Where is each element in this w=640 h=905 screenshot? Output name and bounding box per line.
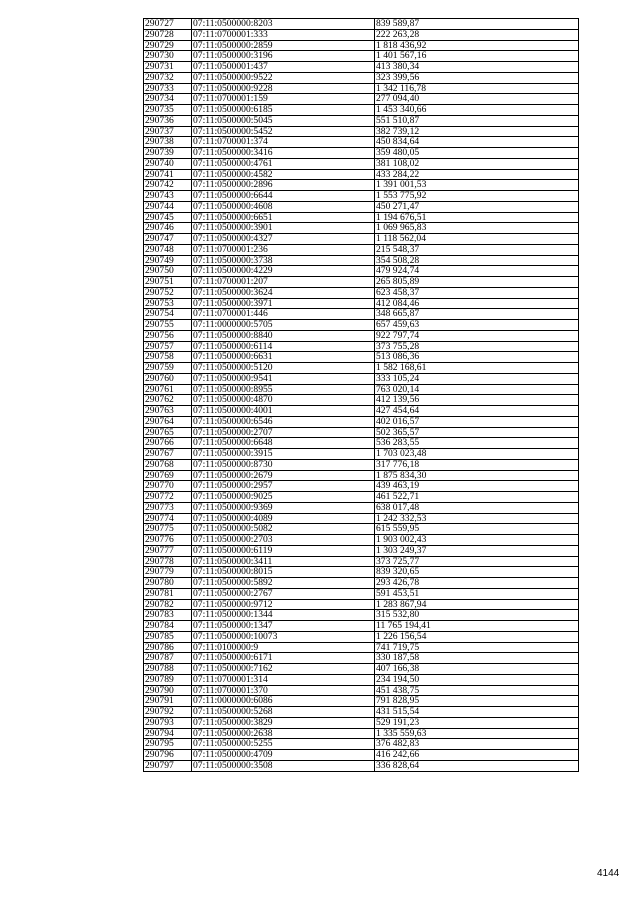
row-number-cell: 290769 [144, 470, 192, 481]
table-row [144, 631, 579, 642]
cadastral-value-cell: 373 755,28 [375, 341, 579, 352]
row-number-cell: 290797 [144, 760, 192, 771]
table-row [144, 62, 579, 73]
row-number-cell: 290736 [144, 115, 192, 126]
cadastral-number-cell: 07:11:0500000:6546 [192, 416, 375, 427]
row-number-cell: 290764 [144, 416, 192, 427]
cadastral-number-cell: 07:11:0500000:2767 [192, 588, 375, 599]
cadastral-value-cell: 1 226 156,54 [375, 631, 579, 642]
cadastral-number-cell: 07:11:0500000:3416 [192, 148, 375, 159]
cadastral-value-cell: 1 342 116,78 [375, 83, 579, 94]
cadastral-value-cell: 1 903 002,43 [375, 535, 579, 546]
row-number-cell: 290739 [144, 148, 192, 159]
cadastral-number-cell: 07:11:0500000:4608 [192, 201, 375, 212]
cadastral-number-cell: 07:11:0500000:3738 [192, 255, 375, 266]
row-number-cell: 290759 [144, 363, 192, 374]
cadastral-number-cell: 07:11:0500000:5255 [192, 739, 375, 750]
row-number-cell: 290757 [144, 341, 192, 352]
cadastral-value-cell: 234 194,50 [375, 674, 579, 685]
row-number-cell: 290767 [144, 449, 192, 460]
cadastral-value-table [143, 18, 579, 772]
table-row [144, 653, 579, 664]
row-number-cell: 290748 [144, 244, 192, 255]
row-number-cell: 290742 [144, 180, 192, 191]
table-row [144, 223, 579, 234]
cadastral-value-cell: 381 108,02 [375, 158, 579, 169]
table-row [144, 728, 579, 739]
cadastral-number-cell: 07:11:0500000:8840 [192, 330, 375, 341]
table-row [144, 373, 579, 384]
table-row [144, 180, 579, 191]
table-row [144, 545, 579, 556]
cadastral-value-cell: 1 582 168,61 [375, 363, 579, 374]
cadastral-number-cell: 07:11:0500000:3901 [192, 223, 375, 234]
row-number-cell: 290747 [144, 234, 192, 245]
cadastral-number-cell: 07:11:0500000:3624 [192, 287, 375, 298]
cadastral-number-cell: 07:11:0500000:6185 [192, 105, 375, 116]
row-number-cell: 290731 [144, 62, 192, 73]
cadastral-number-cell: 07:11:0500000:5082 [192, 524, 375, 535]
cadastral-value-cell: 657 459,63 [375, 320, 579, 331]
table-row [144, 384, 579, 395]
row-number-cell: 290737 [144, 126, 192, 137]
cadastral-number-cell: 07:11:0500000:5045 [192, 115, 375, 126]
cadastral-number-cell: 07:11:0500000:3508 [192, 760, 375, 771]
row-number-cell: 290740 [144, 158, 192, 169]
row-number-cell: 290770 [144, 481, 192, 492]
table-row [144, 287, 579, 298]
row-number-cell: 290766 [144, 438, 192, 449]
cadastral-value-cell: 529 191,23 [375, 717, 579, 728]
row-number-cell: 290741 [144, 169, 192, 180]
cadastral-number-cell: 07:11:0500000:3915 [192, 449, 375, 460]
cadastral-value-cell: 536 283,55 [375, 438, 579, 449]
cadastral-number-cell: 07:11:0500000:2703 [192, 535, 375, 546]
row-number-cell: 290781 [144, 588, 192, 599]
table-row [144, 255, 579, 266]
table-row [144, 524, 579, 535]
row-number-cell: 290751 [144, 277, 192, 288]
table-row [144, 717, 579, 728]
table-row [144, 588, 579, 599]
row-number-cell: 290786 [144, 642, 192, 653]
cadastral-value-cell: 638 017,48 [375, 502, 579, 513]
cadastral-value-cell: 427 454,64 [375, 406, 579, 417]
row-number-cell: 290743 [144, 191, 192, 202]
cadastral-number-cell: 07:11:0500000:4582 [192, 169, 375, 180]
cadastral-number-cell: 07:11:0700001:333 [192, 29, 375, 40]
table-row [144, 148, 579, 159]
cadastral-value-cell: 791 828,95 [375, 696, 579, 707]
cadastral-value-cell: 348 665,87 [375, 309, 579, 320]
cadastral-number-cell: 07:11:0500000:2707 [192, 427, 375, 438]
cadastral-value-cell: 513 086,36 [375, 352, 579, 363]
cadastral-value-cell: 1 391 001,53 [375, 180, 579, 191]
table-row [144, 438, 579, 449]
cadastral-number-cell: 07:11:0700001:236 [192, 244, 375, 255]
cadastral-value-cell: 413 380,34 [375, 62, 579, 73]
cadastral-number-cell: 07:11:0500000:4327 [192, 234, 375, 245]
cadastral-number-cell: 07:11:0500000:6171 [192, 653, 375, 664]
cadastral-number-cell: 07:11:0500000:5120 [192, 363, 375, 374]
cadastral-number-cell: 07:11:0500000:8015 [192, 567, 375, 578]
cadastral-number-cell: 07:11:0500000:6648 [192, 438, 375, 449]
table-row [144, 621, 579, 632]
cadastral-value-cell: 1 453 340,66 [375, 105, 579, 116]
cadastral-value-cell: 317 776,18 [375, 459, 579, 470]
cadastral-value-cell: 354 508,28 [375, 255, 579, 266]
cadastral-value-cell: 591 453,51 [375, 588, 579, 599]
table-row [144, 137, 579, 148]
cadastral-value-cell: 922 797,74 [375, 330, 579, 341]
cadastral-value-cell: 359 480,05 [375, 148, 579, 159]
table-row [144, 567, 579, 578]
cadastral-value-cell: 1 401 567,16 [375, 51, 579, 62]
table-row [144, 750, 579, 761]
cadastral-number-cell: 07:11:0500000:5268 [192, 707, 375, 718]
cadastral-number-cell: 07:11:0500000:6114 [192, 341, 375, 352]
cadastral-number-cell: 07:11:0500000:4709 [192, 750, 375, 761]
row-number-cell: 290765 [144, 427, 192, 438]
cadastral-number-cell: 07:11:0500000:9522 [192, 72, 375, 83]
table-row [144, 459, 579, 470]
row-number-cell: 290796 [144, 750, 192, 761]
row-number-cell: 290758 [144, 352, 192, 363]
row-number-cell: 290780 [144, 578, 192, 589]
cadastral-value-cell: 615 559,95 [375, 524, 579, 535]
cadastral-number-cell: 07:11:0700001:207 [192, 277, 375, 288]
table-row [144, 664, 579, 675]
row-number-cell: 290793 [144, 717, 192, 728]
table-row [144, 739, 579, 750]
table-row [144, 642, 579, 653]
table-body [144, 19, 579, 772]
table-row [144, 492, 579, 503]
row-number-cell: 290795 [144, 739, 192, 750]
cadastral-number-cell: 07:11:0500000:2957 [192, 481, 375, 492]
cadastral-value-cell: 330 187,58 [375, 653, 579, 664]
cadastral-value-cell: 479 924,74 [375, 266, 579, 277]
cadastral-value-cell: 215 548,37 [375, 244, 579, 255]
row-number-cell: 290788 [144, 664, 192, 675]
cadastral-value-cell: 1 194 676,51 [375, 212, 579, 223]
table-row [144, 40, 579, 51]
table-row [144, 201, 579, 212]
table-row [144, 298, 579, 309]
cadastral-value-cell: 416 242,66 [375, 750, 579, 761]
table-row [144, 685, 579, 696]
cadastral-number-cell: 07:11:0500001:437 [192, 62, 375, 73]
table-row [144, 309, 579, 320]
cadastral-value-cell: 323 399,56 [375, 72, 579, 83]
cadastral-value-cell: 293 426,78 [375, 578, 579, 589]
row-number-cell: 290794 [144, 728, 192, 739]
cadastral-number-cell: 07:11:0500000:8955 [192, 384, 375, 395]
cadastral-number-cell: 07:11:0500000:3829 [192, 717, 375, 728]
table-row [144, 277, 579, 288]
row-number-cell: 290760 [144, 373, 192, 384]
table-row [144, 535, 579, 546]
cadastral-value-cell: 839 320,65 [375, 567, 579, 578]
table-row [144, 696, 579, 707]
cadastral-number-cell: 07:11:0500000:7162 [192, 664, 375, 675]
row-number-cell: 290754 [144, 309, 192, 320]
table-row [144, 406, 579, 417]
cadastral-value-cell: 623 458,37 [375, 287, 579, 298]
cadastral-number-cell: 07:11:0500000:9025 [192, 492, 375, 503]
cadastral-number-cell: 07:11:0500000:4001 [192, 406, 375, 417]
table-row [144, 105, 579, 116]
row-number-cell: 290791 [144, 696, 192, 707]
cadastral-number-cell: 07:11:0500000:9369 [192, 502, 375, 513]
table-row [144, 320, 579, 331]
row-number-cell: 290773 [144, 502, 192, 513]
cadastral-number-cell: 07:11:0500000:4229 [192, 266, 375, 277]
row-number-cell: 290776 [144, 535, 192, 546]
cadastral-number-cell: 07:11:0500000:4761 [192, 158, 375, 169]
cadastral-value-cell: 741 719,75 [375, 642, 579, 653]
cadastral-value-cell: 502 365,57 [375, 427, 579, 438]
cadastral-number-cell: 07:11:0500000:6119 [192, 545, 375, 556]
row-number-cell: 290763 [144, 406, 192, 417]
cadastral-number-cell: 07:11:0500000:5892 [192, 578, 375, 589]
row-number-cell: 290785 [144, 631, 192, 642]
table-row [144, 244, 579, 255]
row-number-cell: 290746 [144, 223, 192, 234]
row-number-cell: 290729 [144, 40, 192, 51]
cadastral-value-cell: 431 515,54 [375, 707, 579, 718]
table-row [144, 115, 579, 126]
row-number-cell: 290755 [144, 320, 192, 331]
cadastral-value-cell: 402 016,57 [375, 416, 579, 427]
table-row [144, 29, 579, 40]
row-number-cell: 290750 [144, 266, 192, 277]
cadastral-number-cell: 07:11:0500000:9541 [192, 373, 375, 384]
table-row [144, 502, 579, 513]
cadastral-value-cell: 461 522,71 [375, 492, 579, 503]
table-row [144, 169, 579, 180]
row-number-cell: 290738 [144, 137, 192, 148]
cadastral-value-cell: 277 094,40 [375, 94, 579, 105]
cadastral-value-cell: 265 805,89 [375, 277, 579, 288]
cadastral-value-cell: 412 139,56 [375, 395, 579, 406]
page-number: 4144 [597, 868, 620, 879]
cadastral-value-cell: 222 263,28 [375, 29, 579, 40]
cadastral-number-cell: 07:11:0500000:3971 [192, 298, 375, 309]
table-row [144, 513, 579, 524]
table-row [144, 352, 579, 363]
cadastral-number-cell: 07:11:0500000:3196 [192, 51, 375, 62]
row-number-cell: 290734 [144, 94, 192, 105]
cadastral-number-cell: 07:11:0700001:374 [192, 137, 375, 148]
cadastral-number-cell: 07:11:0500000:2679 [192, 470, 375, 481]
cadastral-value-cell: 11 765 194,41 [375, 621, 579, 632]
table-row [144, 266, 579, 277]
table-row [144, 707, 579, 718]
row-number-cell: 290727 [144, 19, 192, 30]
cadastral-number-cell: 07:11:0500000:2896 [192, 180, 375, 191]
table-row [144, 234, 579, 245]
row-number-cell: 290735 [144, 105, 192, 116]
cadastral-number-cell: 07:11:0500000:1347 [192, 621, 375, 632]
cadastral-value-cell: 373 725,77 [375, 556, 579, 567]
cadastral-value-cell: 1 875 834,30 [375, 470, 579, 481]
cadastral-number-cell: 07:11:0500000:3411 [192, 556, 375, 567]
row-number-cell: 290730 [144, 51, 192, 62]
row-number-cell: 290774 [144, 513, 192, 524]
table-row [144, 481, 579, 492]
row-number-cell: 290761 [144, 384, 192, 395]
table-row [144, 610, 579, 621]
cadastral-value-cell: 1 818 436,92 [375, 40, 579, 51]
row-number-cell: 290784 [144, 621, 192, 632]
cadastral-number-cell: 07:11:0500000:6631 [192, 352, 375, 363]
table-row [144, 416, 579, 427]
row-number-cell: 290756 [144, 330, 192, 341]
cadastral-number-cell: 07:11:0500000:8203 [192, 19, 375, 30]
table-row [144, 449, 579, 460]
cadastral-value-cell: 376 482,83 [375, 739, 579, 750]
row-number-cell: 290787 [144, 653, 192, 664]
row-number-cell: 290753 [144, 298, 192, 309]
row-number-cell: 290728 [144, 29, 192, 40]
table-row [144, 191, 579, 202]
cadastral-number-cell: 07:11:0500000:1344 [192, 610, 375, 621]
cadastral-number-cell: 07:11:0500000:5452 [192, 126, 375, 137]
table-row [144, 212, 579, 223]
cadastral-value-cell: 315 532,80 [375, 610, 579, 621]
row-number-cell: 290779 [144, 567, 192, 578]
cadastral-value-cell: 450 834,64 [375, 137, 579, 148]
row-number-cell: 290762 [144, 395, 192, 406]
cadastral-number-cell: 07:11:0500000:10073 [192, 631, 375, 642]
table-row [144, 760, 579, 771]
row-number-cell: 290772 [144, 492, 192, 503]
cadastral-value-cell: 336 828,64 [375, 760, 579, 771]
cadastral-number-cell: 07:11:0500000:2638 [192, 728, 375, 739]
table-row [144, 470, 579, 481]
row-number-cell: 290733 [144, 83, 192, 94]
cadastral-value-cell: 407 166,38 [375, 664, 579, 675]
row-number-cell: 290782 [144, 599, 192, 610]
row-number-cell: 290732 [144, 72, 192, 83]
table-row [144, 674, 579, 685]
cadastral-value-cell: 1 283 867,94 [375, 599, 579, 610]
table-row [144, 599, 579, 610]
row-number-cell: 290783 [144, 610, 192, 621]
table-row [144, 72, 579, 83]
cadastral-number-cell: 07:11:0500000:4870 [192, 395, 375, 406]
row-number-cell: 290778 [144, 556, 192, 567]
cadastral-number-cell: 07:11:0500000:8730 [192, 459, 375, 470]
cadastral-number-cell: 07:11:0100000:9 [192, 642, 375, 653]
cadastral-value-cell: 1 118 562,04 [375, 234, 579, 245]
table-row [144, 427, 579, 438]
cadastral-value-cell: 1 069 965,83 [375, 223, 579, 234]
cadastral-value-cell: 763 020,14 [375, 384, 579, 395]
cadastral-value-cell: 1 303 249,37 [375, 545, 579, 556]
cadastral-value-cell: 1 553 775,92 [375, 191, 579, 202]
cadastral-number-cell: 07:11:0500000:6651 [192, 212, 375, 223]
table-row [144, 578, 579, 589]
cadastral-value-cell: 382 739,12 [375, 126, 579, 137]
cadastral-value-cell: 1 335 559,63 [375, 728, 579, 739]
row-number-cell: 290792 [144, 707, 192, 718]
table-row [144, 158, 579, 169]
row-number-cell: 290744 [144, 201, 192, 212]
table-row [144, 19, 579, 30]
table-row [144, 330, 579, 341]
cadastral-value-cell: 1 703 023,48 [375, 449, 579, 460]
row-number-cell: 290749 [144, 255, 192, 266]
row-number-cell: 290768 [144, 459, 192, 470]
cadastral-value-cell: 412 084,46 [375, 298, 579, 309]
cadastral-value-cell: 333 105,24 [375, 373, 579, 384]
cadastral-value-cell: 451 438,75 [375, 685, 579, 696]
cadastral-value-cell: 433 284,22 [375, 169, 579, 180]
cadastral-number-cell: 07:11:0500000:9228 [192, 83, 375, 94]
cadastral-number-cell: 07:11:0700001:446 [192, 309, 375, 320]
row-number-cell: 290745 [144, 212, 192, 223]
cadastral-number-cell: 07:11:0500000:4089 [192, 513, 375, 524]
table-row [144, 126, 579, 137]
cadastral-number-cell: 07:11:0700001:159 [192, 94, 375, 105]
cadastral-number-cell: 07:11:0000000:5705 [192, 320, 375, 331]
table-row [144, 395, 579, 406]
cadastral-number-cell: 07:11:0000000:6086 [192, 696, 375, 707]
cadastral-value-cell: 450 271,47 [375, 201, 579, 212]
table-row [144, 341, 579, 352]
cadastral-number-cell: 07:11:0700001:370 [192, 685, 375, 696]
table-row [144, 83, 579, 94]
table-row [144, 556, 579, 567]
row-number-cell: 290790 [144, 685, 192, 696]
table-row [144, 94, 579, 105]
row-number-cell: 290775 [144, 524, 192, 535]
table-row [144, 363, 579, 374]
row-number-cell: 290752 [144, 287, 192, 298]
cadastral-number-cell: 07:11:0500000:2859 [192, 40, 375, 51]
cadastral-value-cell: 839 589,87 [375, 19, 579, 30]
row-number-cell: 290777 [144, 545, 192, 556]
cadastral-value-cell: 439 463,19 [375, 481, 579, 492]
row-number-cell: 290789 [144, 674, 192, 685]
cadastral-number-cell: 07:11:0500000:6644 [192, 191, 375, 202]
table-row [144, 51, 579, 62]
cadastral-value-cell: 551 510,87 [375, 115, 579, 126]
cadastral-value-cell: 1 242 332,53 [375, 513, 579, 524]
cadastral-number-cell: 07:11:0700001:314 [192, 674, 375, 685]
cadastral-number-cell: 07:11:0500000:9712 [192, 599, 375, 610]
